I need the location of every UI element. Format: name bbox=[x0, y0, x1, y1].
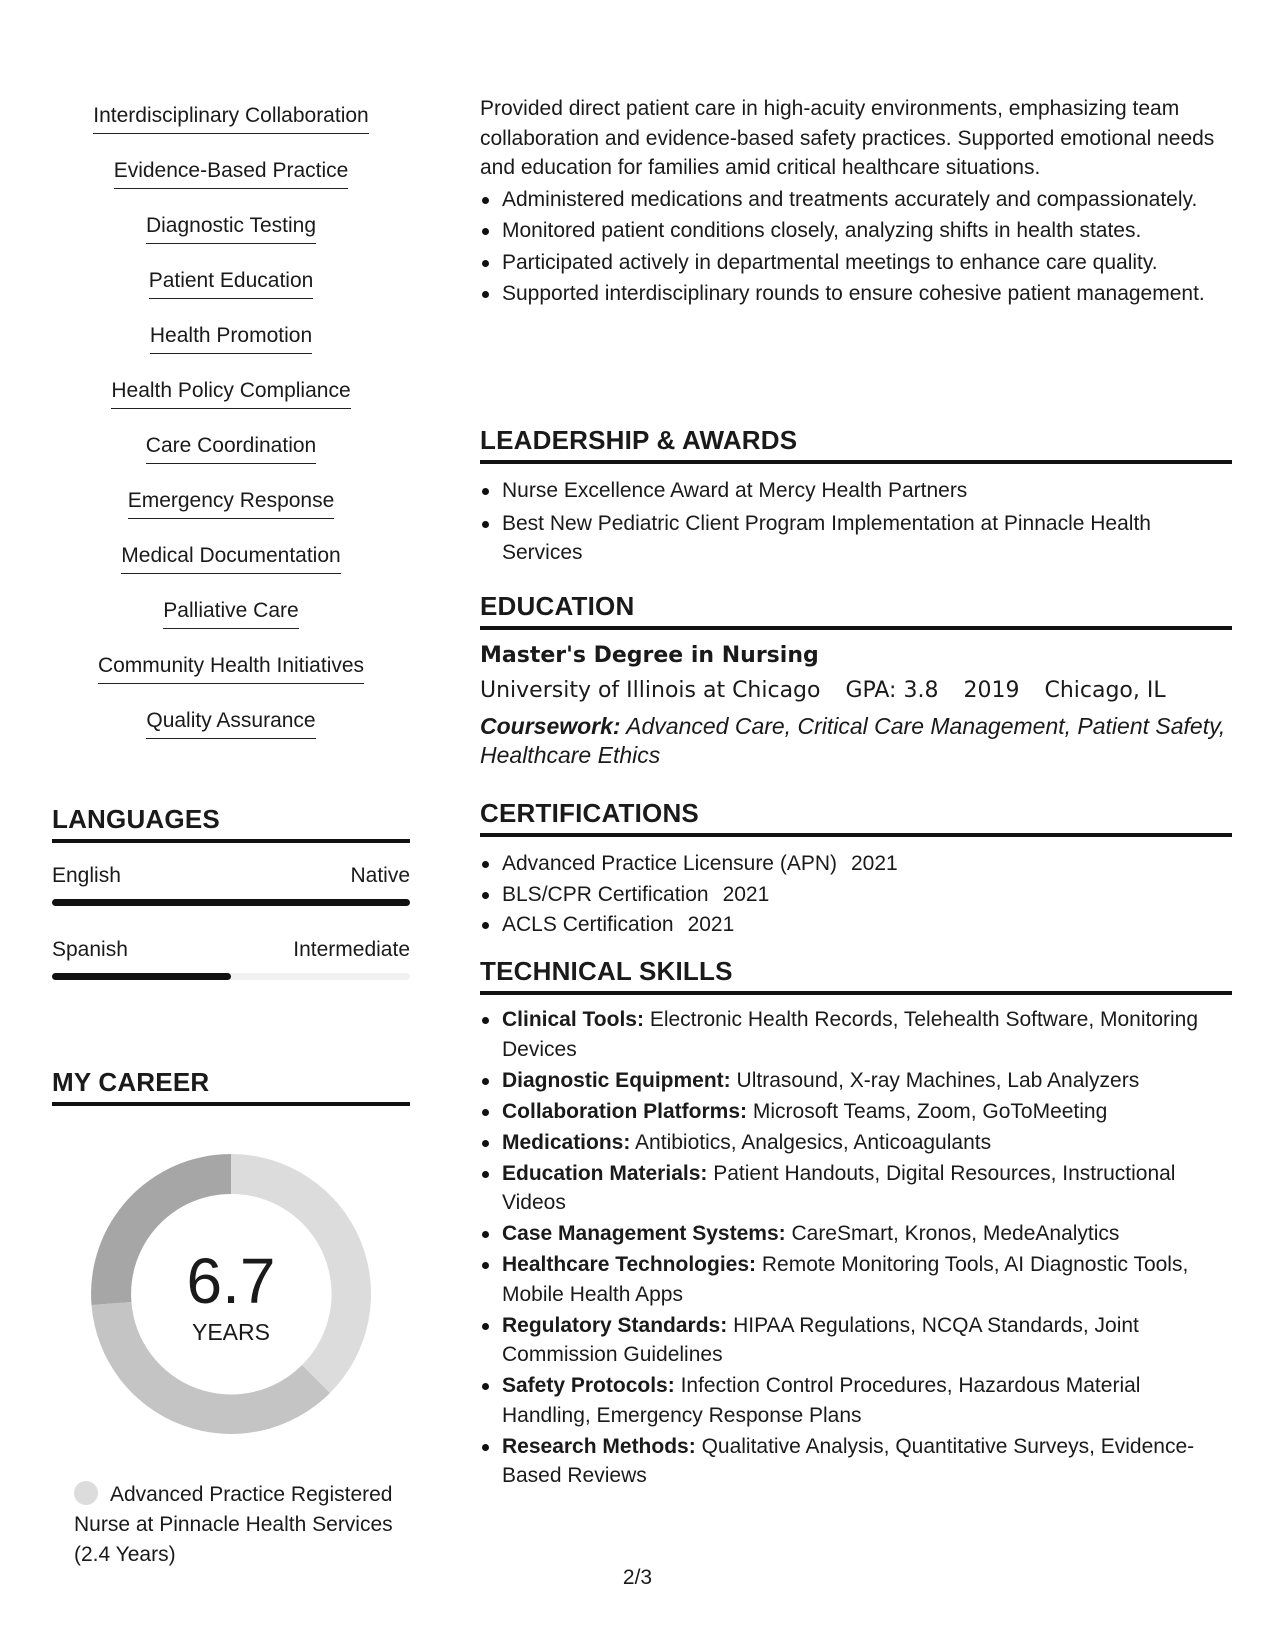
tech-text: Patient Handouts, Digital Resources, Instructional Videos bbox=[502, 1161, 1176, 1214]
language-bar-track bbox=[52, 899, 410, 906]
summary-bullets bbox=[480, 185, 1232, 309]
skill-item bbox=[52, 542, 410, 597]
skill-item bbox=[52, 432, 410, 487]
skill-label: Medical Documentation bbox=[121, 542, 340, 574]
career-heading: MY CAREER bbox=[52, 1066, 410, 1106]
list-item bbox=[480, 1097, 1232, 1127]
education-section bbox=[480, 590, 1232, 770]
tech-label: Education Materials: bbox=[502, 1161, 708, 1185]
certifications-heading: CERTIFICATIONS bbox=[480, 797, 1232, 837]
list-item bbox=[480, 1005, 1232, 1064]
skill-item bbox=[52, 707, 410, 762]
skill-label: Interdisciplinary Collaboration bbox=[93, 102, 368, 134]
list-item bbox=[480, 1159, 1232, 1218]
skills-list bbox=[52, 102, 410, 762]
language-name: English bbox=[52, 864, 121, 887]
graduation-year: 2019 bbox=[963, 678, 1020, 703]
skill-item bbox=[52, 652, 410, 707]
cert-year: 2021 bbox=[851, 852, 898, 875]
list-item bbox=[480, 910, 1232, 940]
skill-label: Quality Assurance bbox=[146, 707, 315, 739]
list-item: Best New Pediatric Client Program Implementation at Pinnacle Health Services bbox=[480, 509, 1232, 568]
language-item bbox=[52, 937, 410, 985]
tech-text: Ultrasound, X-ray Machines, Lab Analyzers bbox=[736, 1068, 1140, 1092]
skill-label: Care Coordination bbox=[146, 432, 316, 464]
list-item bbox=[480, 1250, 1232, 1309]
tech-text: HIPAA Regulations, NCQA Standards, Joint Commission Guidelines bbox=[502, 1313, 1139, 1366]
list-item bbox=[480, 880, 1232, 910]
skill-item bbox=[52, 487, 410, 542]
list-item: Monitored patient conditions closely, analyzing shifts in health states. bbox=[480, 216, 1232, 246]
leadership-heading: LEADERSHIP & AWARDS bbox=[480, 424, 1232, 464]
tech-label: Regulatory Standards: bbox=[502, 1313, 728, 1337]
tech-label: Case Management Systems: bbox=[502, 1222, 786, 1245]
language-bar-fill bbox=[52, 973, 231, 980]
tech-text: Electronic Health Records, Telehealth Software, Monitoring Devices bbox=[502, 1008, 1199, 1061]
skill-label: Health Promotion bbox=[150, 322, 312, 354]
skill-label: Health Policy Compliance bbox=[111, 377, 350, 409]
leadership-list bbox=[480, 476, 1232, 568]
legend-dot-icon bbox=[74, 1481, 98, 1505]
tech-text: Infection Control Procedures, Hazardous Material Handling, Emergency Response Plans bbox=[502, 1374, 1141, 1427]
languages-heading: LANGUAGES bbox=[52, 803, 410, 843]
career-legend bbox=[74, 1480, 394, 1570]
tech-label: Research Methods: bbox=[502, 1434, 696, 1458]
language-bar-fill bbox=[52, 899, 410, 906]
coursework-label: Coursework: bbox=[480, 713, 621, 739]
list-item: Administered medications and treatments accurately and compassionately. bbox=[480, 185, 1232, 215]
language-level: Intermediate bbox=[293, 938, 410, 961]
language-bar-track bbox=[52, 973, 410, 980]
skill-label: Evidence-Based Practice bbox=[114, 157, 349, 189]
language-name: Spanish bbox=[52, 938, 128, 961]
gpa: GPA: 3.8 bbox=[845, 678, 939, 703]
cert-name: BLS/CPR Certification bbox=[502, 882, 709, 906]
tech-text: Microsoft Teams, Zoom, GoToMeeting bbox=[752, 1099, 1108, 1123]
career-section bbox=[52, 1066, 410, 1566]
skill-item bbox=[52, 102, 410, 157]
skill-item bbox=[52, 267, 410, 322]
list-item: Participated actively in departmental meetings to enhance care quality. bbox=[480, 248, 1232, 278]
skill-item bbox=[52, 212, 410, 267]
list-item bbox=[480, 1311, 1232, 1370]
list-item bbox=[480, 1219, 1232, 1249]
technical-skills-list bbox=[480, 1005, 1232, 1491]
list-item bbox=[480, 1066, 1232, 1096]
tech-text: Remote Monitoring Tools, AI Diagnostic Tools, Mobile Health Apps bbox=[502, 1253, 1189, 1306]
skill-item bbox=[52, 157, 410, 212]
languages-section bbox=[52, 803, 410, 985]
career-legend-text: Advanced Practice Registered Nurse at Pinnacle Health Services (2.4 Years) bbox=[74, 1483, 393, 1566]
language-item bbox=[52, 863, 410, 911]
skill-label: Patient Education bbox=[149, 267, 314, 299]
tech-text: Qualitative Analysis, Quantitative Surveys, Evidence-Based Reviews bbox=[502, 1434, 1195, 1487]
career-donut-chart bbox=[52, 1154, 410, 1434]
skill-item bbox=[52, 322, 410, 377]
experience-summary bbox=[480, 94, 1232, 309]
degree-title: Master's Degree in Nursing bbox=[480, 643, 819, 668]
tech-label: Clinical Tools: bbox=[502, 1008, 644, 1031]
cert-name: ACLS Certification bbox=[502, 913, 674, 936]
summary-text: Provided direct patient care in high-acuity environments, emphasizing team collaboration and evidence-based safety practices. Supported emotional needs and education for families amid critical healthcare situations. bbox=[480, 97, 1215, 179]
skill-item bbox=[52, 597, 410, 652]
career-years-unit: YEARS bbox=[192, 1319, 270, 1345]
tech-text: Antibiotics, Analgesics, Anticoagulants bbox=[635, 1130, 992, 1154]
language-level: Native bbox=[350, 864, 410, 887]
technical-skills-section bbox=[480, 955, 1232, 1492]
career-years-number: 6.7 bbox=[186, 1245, 276, 1317]
skill-label: Palliative Care bbox=[163, 597, 298, 629]
skill-label: Diagnostic Testing bbox=[146, 212, 316, 244]
school-location: Chicago, IL bbox=[1044, 678, 1166, 703]
tech-label: Diagnostic Equipment: bbox=[502, 1068, 731, 1092]
education-heading: EDUCATION bbox=[480, 590, 1232, 630]
skill-item bbox=[52, 377, 410, 432]
list-item bbox=[480, 849, 1232, 879]
list-item bbox=[480, 1432, 1232, 1491]
leadership-section bbox=[480, 424, 1232, 571]
tech-label: Collaboration Platforms: bbox=[502, 1099, 748, 1123]
school-line bbox=[480, 676, 1232, 706]
tech-label: Healthcare Technologies: bbox=[502, 1253, 757, 1276]
skill-label: Community Health Initiatives bbox=[98, 652, 364, 684]
list-item: Supported interdisciplinary rounds to ensure cohesive patient management. bbox=[480, 279, 1232, 309]
page-number: 2/3 bbox=[622, 1566, 653, 1589]
school-name: University of Illinois at Chicago bbox=[480, 678, 821, 703]
certifications-section bbox=[480, 797, 1232, 941]
tech-text: CareSmart, Kronos, MedeAnalytics bbox=[791, 1222, 1120, 1245]
tech-label: Safety Protocols: bbox=[502, 1374, 675, 1397]
cert-name: Advanced Practice Licensure (APN) bbox=[502, 852, 837, 875]
skill-label: Emergency Response bbox=[128, 487, 335, 519]
coursework-text: Advanced Care, Critical Care Management, Patient Safety, Healthcare Ethics bbox=[480, 713, 1226, 768]
certifications-list bbox=[480, 849, 1232, 940]
list-item bbox=[480, 1128, 1232, 1158]
cert-year: 2021 bbox=[722, 882, 770, 906]
list-item: Nurse Excellence Award at Mercy Health Partners bbox=[480, 476, 1232, 506]
coursework bbox=[480, 712, 1232, 770]
list-item bbox=[480, 1371, 1232, 1430]
technical-skills-heading: TECHNICAL SKILLS bbox=[480, 955, 1232, 995]
tech-label: Medications: bbox=[502, 1130, 631, 1154]
cert-year: 2021 bbox=[687, 913, 735, 936]
